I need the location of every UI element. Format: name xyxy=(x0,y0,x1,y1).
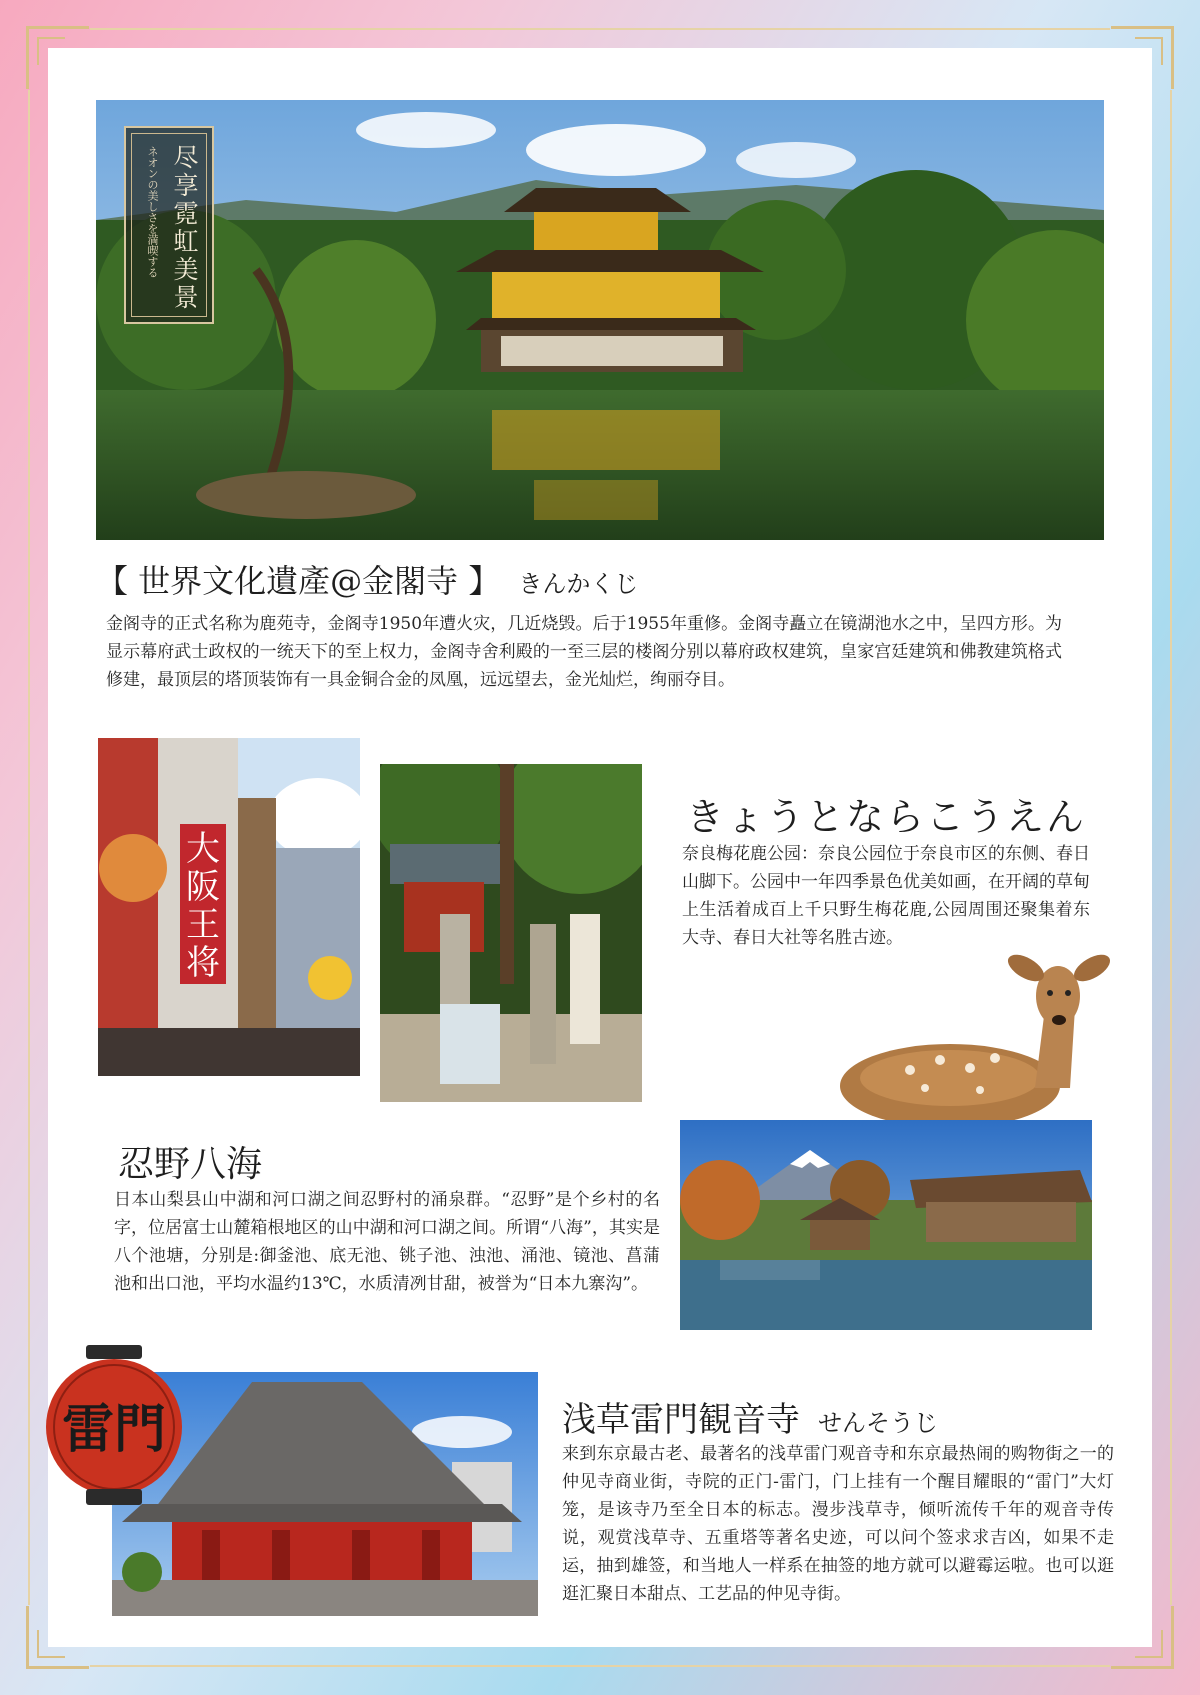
kinkakuji-photo xyxy=(96,100,1104,540)
sign-char: 阪 xyxy=(186,867,220,907)
sign-char: 大 xyxy=(186,829,220,869)
frame-border xyxy=(90,28,1110,30)
asakusa-title: 浅草雷門観音寺 xyxy=(562,1400,800,1440)
frame-corner-ornament xyxy=(1111,1606,1174,1669)
kinkakuji-heading xyxy=(96,556,638,602)
lantern-text: 雷門 xyxy=(61,1399,167,1460)
deer-image xyxy=(830,948,1120,1134)
nara-title: きょうとならこうえん xyxy=(686,795,1087,839)
frame-border xyxy=(90,1665,1110,1667)
frame-corner-ornament xyxy=(26,26,89,89)
oshino-description: 日本山梨县山中湖和河口湖之间忍野村的涌泉群。“忍野”是个乡村的名字，位居富士山麓箱根地区的山中湖和河口湖之间。所谓“八海”，其实是八个池塘，分别是:御釜池、底无池、铫子池、浊池、涌池、镜池、菖蒲池和出口池，平均水温约13℃，水质清冽甘甜，被誉为“日本九寨沟”。 xyxy=(114,1190,660,1294)
kaminarimon-lantern xyxy=(42,1343,186,1507)
nara-shrine-photo xyxy=(380,764,642,1102)
frame-border xyxy=(1170,90,1172,1605)
banner-neon-scenery xyxy=(124,126,214,324)
nara-description: 奈良梅花鹿公园：奈良公园位于奈良市区的东侧、春日山脚下。公园中一年四季景色优美如画，在开阔的草甸上生活着成百上千只野生梅花鹿,公园周围还聚集着东大寺、春日大社等名胜古迹。 xyxy=(682,844,1090,948)
kinkakuji-kana: きんかくじ xyxy=(518,570,639,598)
asakusa-kana: せんそうじ xyxy=(818,1409,938,1437)
kinkakuji-title: 【 世界文化遺產@金閣寺 】 xyxy=(96,562,501,600)
sign-char: 王 xyxy=(186,905,220,945)
banner-title: 尽享霓虹美景 xyxy=(170,144,199,312)
osaka-street-photo xyxy=(98,738,360,1076)
frame-border xyxy=(28,90,30,1605)
sign-char: 将 xyxy=(186,943,220,983)
asakusa-description: 来到东京最古老、最著名的浅草雷门观音寺和东京最热闹的购物街之一的仲见寺商业街，寺院的正门-雷门，门上挂有一个醒目耀眼的“雷门”大灯笼，是该寺乃至全日本的标志。漫步浅草寺，倾听流传千年的观音寺传说，观赏浅草寺、五重塔等著名史迹，可以问个签求求吉凶，如果不走运，抽到雄签，和当地人一样系在抽签的地方就可以避霉运啦。也可以逛逛汇聚日本甜点、工艺品的仲见寺街。 xyxy=(562,1444,1114,1604)
kinkakuji-description: 金阁寺的正式名称为鹿苑寺，金阁寺1950年遭火灾，几近烧毁。后于1955年重修。金阁寺矗立在镜湖池水之中，呈四方形。为显示幕府武士政权的一统天下的至上权力，金阁寺舍利殿的一至三层的楼阁分别以幕府政权建筑，皇家宫廷建筑和佛教建筑格式修建，最顶层的塔顶装饰有一具金铜合金的凤凰，远远望去，金光灿烂，绚丽夺目。 xyxy=(106,614,1062,690)
frame-corner-ornament xyxy=(1111,26,1174,89)
frame-corner-ornament xyxy=(26,1606,89,1669)
oshino-hakkai-photo xyxy=(680,1120,1092,1330)
asakusa-heading xyxy=(562,1392,938,1441)
oshino-title: 忍野八海 xyxy=(118,1144,263,1185)
banner-subtitle: ネオンの美しさを満喫する xyxy=(146,146,159,278)
